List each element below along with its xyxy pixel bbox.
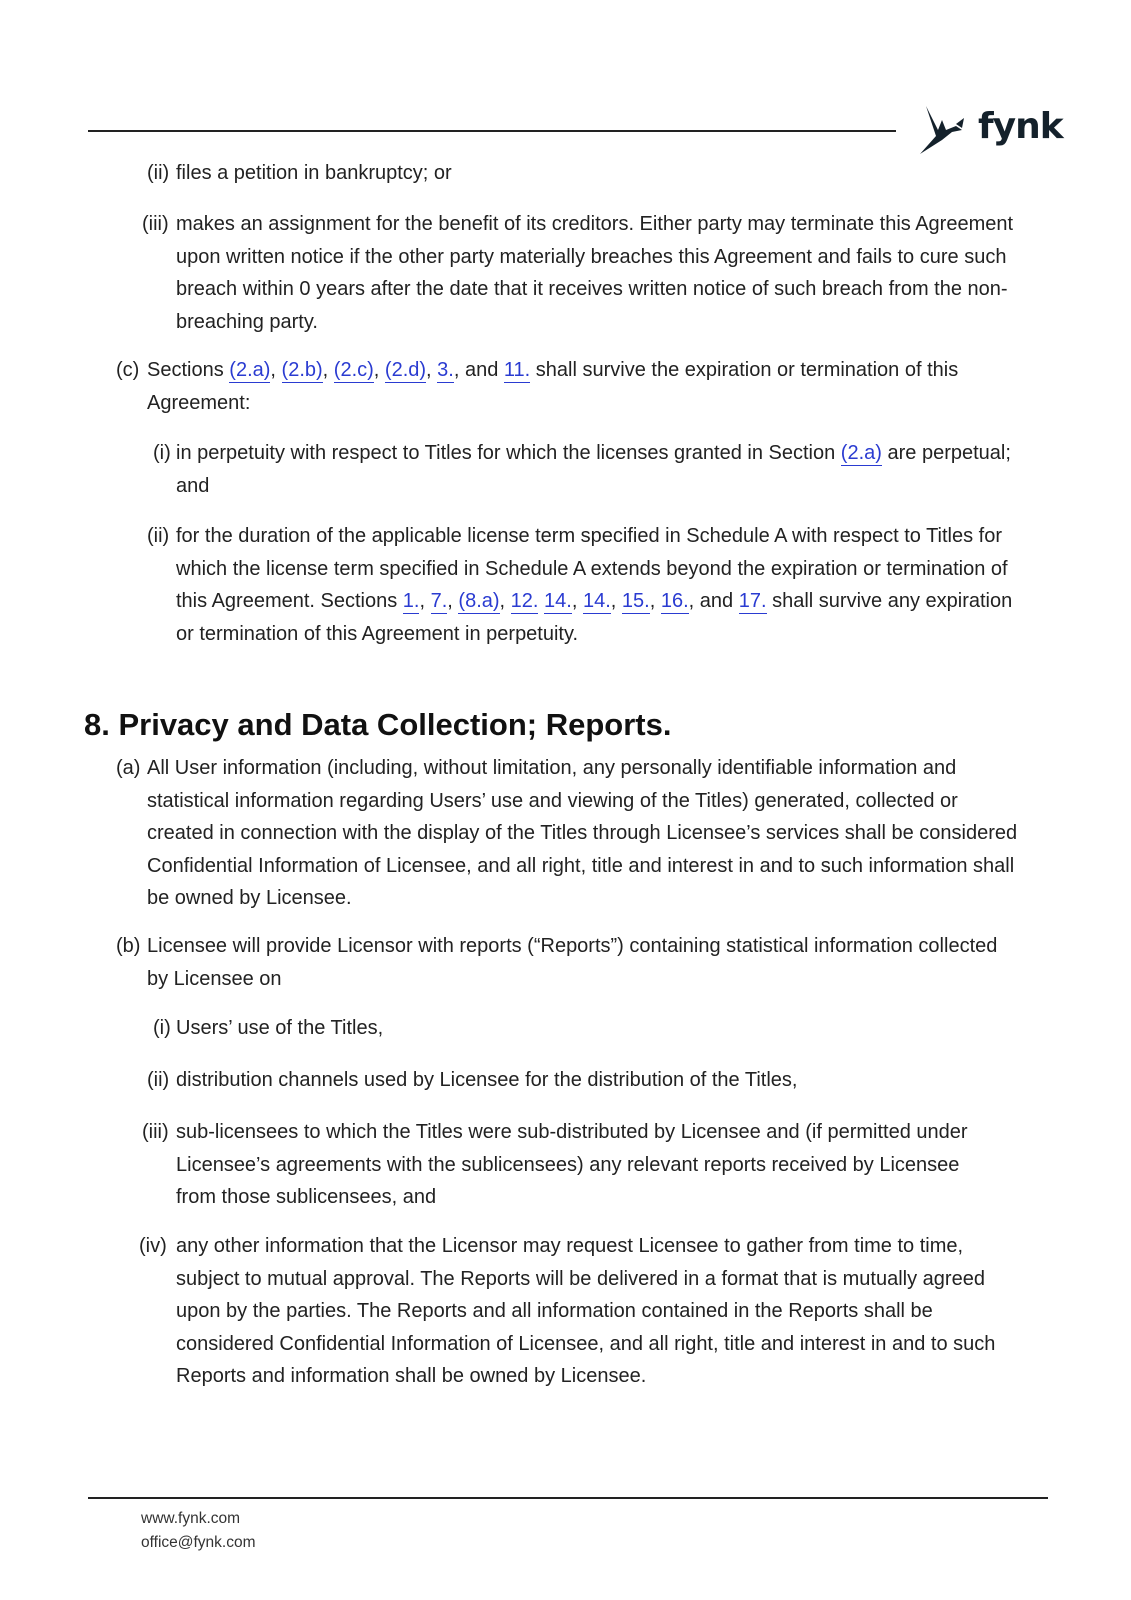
section-ref-link[interactable]: (8.a) [458,590,500,612]
list-item [153,1012,1016,1045]
item-text: distribution channels used by Licensee for the distribution of the Titles, [176,1069,798,1091]
section-ref-link[interactable]: (2.d) [384,359,427,381]
item-label: (ii) [147,525,170,547]
section-ref-link[interactable]: 12. [510,590,539,612]
item-label: (iii) [142,213,169,235]
item-label: (ii) [147,1069,170,1091]
list-item [142,1116,996,1214]
section-ref-link[interactable]: 7. [430,590,448,612]
fynk-logo [918,104,1063,160]
list-item [116,930,1007,995]
separator: , [453,359,460,381]
footer-rule [88,1497,1048,1499]
bird-icon [918,104,974,160]
section-ref-link[interactable]: 11. [503,359,531,381]
list-item [147,157,1026,190]
item-text: files a petition in bankruptcy; or [176,162,452,184]
footer-email[interactable]: office@fynk.com [141,1534,256,1551]
section-ref-link[interactable]: 14. [544,590,572,612]
list-item [116,354,1017,419]
item-text: any other information that the Licensor may request Licensee to gather from time to time, subject to mutual approval. The Reports will be delivered in a format that is mutually agreed upon by the parties. The Reports and all information contained in the Reports shall be considered Confidential Information of Licensee, and all right, title and interest in and to such Reports and information shall be owned by Licensee. [176,1235,996,1387]
header-rule [88,130,896,132]
brand-name: fynk [978,106,1063,147]
separator: , [270,359,276,381]
item-label: (b) [116,935,141,957]
section-ref-link[interactable]: (2.c) [333,359,374,381]
separator: , [426,359,432,381]
section-ref-link[interactable]: (2.a) [229,359,271,381]
list-item [147,1064,1016,1097]
item-text: sub-licensees to which the Titles were sub-distributed by Licensee and (if permitted under Licensee’s agreements with the sublicensees) any relevant reports received by Licensee from those sublicensees, and [176,1121,968,1208]
item-label: (iii) [142,1121,169,1143]
section-heading: 8. Privacy and Data Collection; Reports. [84,707,672,742]
item-label: (iv) [139,1235,167,1257]
conjunction: and [464,359,499,381]
item-text-suffix: are perpetual; and [176,442,1011,497]
list-item: (ii) for the duration of the applicable license term specified in Schedule A with respect to Titles for which the license term specified in Schedule A extends beyond the expiration or termination of this Agreement. Sections 1., 7., (8.a), 12. 14., 14., 15., 16., and 17. shall survive any expiration or termination of this Agreement in perpetuity. [176,520,1026,650]
item-label: (i) [153,442,171,464]
section-ref-link[interactable]: 16. [660,590,689,612]
item-label: (i) [153,1017,171,1039]
section-ref-link[interactable]: (2.a) [840,442,882,464]
section-ref-link[interactable]: 15. [621,590,650,612]
item-text: All User information (including, without limitation, any personally identifiable information and statistical information regarding Users’ use and viewing of the Titles) generated, collected or created in connection with the display of the Titles through Licensee’s services shall be considered Confidential Information of Licensee, and all right, title and interest in and to such information shall be owned by Licensee. [147,757,1018,909]
list-item [139,1230,1026,1393]
section-ref-link[interactable]: (2.b) [281,359,323,381]
item-text-suffix: shall survive the expiration or termination of this Agreement: [147,359,959,414]
separator: , [373,359,380,381]
section-ref-link[interactable]: 1. [402,590,420,612]
section-ref-link[interactable]: 17. [738,590,767,612]
conjunction: and [699,590,734,612]
footer-website[interactable]: www.fynk.com [141,1510,241,1527]
separator: , [322,359,329,381]
item-label: (a) [116,757,141,779]
item-text: for the duration of the applicable license term specified in Schedule A with respect to Titles for which the license term specified in Schedule A extends beyond the expiration or termination of this Agreement. Sections [176,525,1008,612]
item-text: Sections [147,359,224,381]
item-label: (c) [116,359,140,381]
item-label: (ii) [147,162,170,184]
item-text: makes an assignment for the benefit of its creditors. Either party may terminate this Agreement upon written notice if the other party materially breaches this Agreement and fails to cure such breach within 0 years after the date that it receives written notice of such breach from the non-breaching party. [176,213,1014,333]
section-ref-link[interactable]: 14. [582,590,611,612]
list-item [153,437,1016,502]
item-text-suffix: shall survive any expiration or termination of this Agreement in perpetuity. [176,590,1013,645]
list-item [116,752,1027,915]
item-text: Users’ use of the Titles, [176,1017,384,1039]
list-item [142,208,1026,338]
section-ref-link[interactable]: 3. [437,359,454,381]
item-text: in perpetuity with respect to Titles for which the licenses granted in Section [176,442,836,464]
item-text: Licensee will provide Licensor with reports (“Reports”) containing statistical information collected by Licensee on [147,935,998,990]
